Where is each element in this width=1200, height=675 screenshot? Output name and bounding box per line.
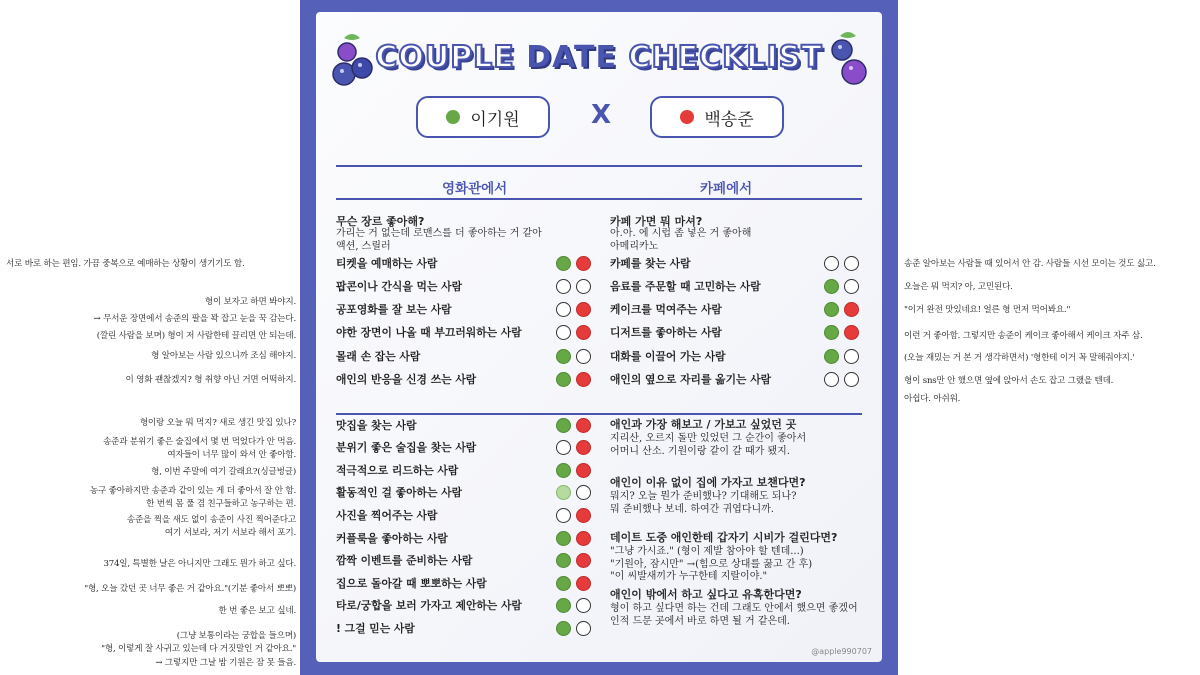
qa-answer-line: "그냥 가시죠." (형이 제발 참아야 할 텐데...) [610,546,804,557]
left-note: 한 번 좋은 보고 싶네. [218,606,296,616]
check-circle-a [556,485,571,500]
check-circle-b [576,576,591,591]
row-label: 음료를 주문할 때 고민하는 사람 [610,279,761,293]
divider [336,198,862,200]
row-label: 티켓을 예매하는 사람 [336,256,438,270]
checklist-row [610,346,726,366]
right-note: (오늘 재밌는 거 본 거 생각하면서) '형한테 이거 꼭 말해줘야지.' [904,353,1135,363]
qa-question: 애인이 밖에서 하고 싶다고 유혹한다면? [610,588,802,601]
check-circle-b [576,553,591,568]
checklist-row [610,253,691,273]
check-circle-a [556,508,571,523]
check-circle-b [844,256,859,271]
row-label: 깜짝 이벤트를 준비하는 사람 [336,554,473,568]
checklist-row [336,618,415,638]
row-label: 공포영화를 잘 보는 사람 [336,303,452,317]
checklist-row [336,505,437,525]
left-note: 여자들이 너무 많이 와서 안 좋아함. [167,450,296,460]
row-label: 타로/궁합을 보러 가자고 제안하는 사람 [336,599,522,613]
check-circle-b [576,256,591,271]
row-label: 사진을 찍어주는 사람 [336,508,438,522]
left-note: 여기 서보라, 저기 서보라 해서 포기. [164,528,296,538]
name-a: 이기원 [470,109,520,130]
check-circle-b [576,508,591,523]
check-circle-a [556,349,571,364]
title-word: COUPLE [375,40,515,75]
left-note: 서로 바로 하는 편임. 가끔 중복으로 예매하는 상황이 생기기도 함. [6,259,245,269]
left-note: 이 영화 괜찮겠지? 형 취향 아닌 거면 어떡하지. [125,375,296,385]
check-circle-a [556,621,571,636]
left-note: 형, 이번 주말에 여기 갈래요?(싱글벙글) [151,467,296,477]
left-note: 형이랑 오늘 뭐 먹지? 새로 생긴 맛집 있나? [139,418,296,428]
section-heading-cafe: 카페에서 [700,181,753,197]
checklist-row [336,346,420,366]
row-label: 팝콘이나 간식을 먹는 사람 [336,279,463,293]
name-box-a [416,96,550,138]
row-label: 집으로 돌아갈 때 뽀뽀하는 사람 [336,576,487,590]
checklist-row [336,415,417,435]
title-word: DATE [526,40,617,75]
answer-text: 액션, 스릴러 [336,241,391,252]
check-circle-b [576,349,591,364]
checklist-row [610,276,761,296]
check-circle-a [556,372,571,387]
check-circle-b [576,279,591,294]
qa-answer-line: "기원아, 잠시만" →(힘으로 상대를 꿇고 간 후) [610,558,813,570]
check-circle-a [556,302,571,317]
row-label: 몰래 손 잡는 사람 [336,349,421,363]
check-circle-a [556,440,571,455]
qa-answer-line: "이 씨발새끼가 누구한테 지랄이야." [610,571,768,582]
check-circle-a [556,553,571,568]
check-circle-b [576,463,591,478]
check-circle-a [824,302,839,317]
check-circle-b [576,598,591,613]
checklist-row [336,460,458,480]
check-circle-b [576,440,591,455]
checklist-card [316,12,882,662]
checklist-row [336,573,487,593]
row-label: 애인의 옆으로 자리를 옮기는 사람 [610,373,772,386]
versus-mark: X [590,100,612,130]
question-title: 무슨 장르 좋아해? [336,215,425,228]
title-word: CHECKLIST [628,40,823,75]
checklist-row [336,596,522,616]
answer-text: 아.아. 에 시럽 좀 넣은 거 좋아해 [610,228,752,239]
credit-text: @apple990707 [811,647,872,656]
qa-question: 데이트 도중 애인한테 갑자기 시비가 걸린다면? [610,531,838,544]
row-label: 디저트를 좋아하는 사람 [610,326,722,340]
checklist-row [336,483,462,503]
row-label: 애인의 반응을 신경 쓰는 사람 [336,373,477,386]
checklist-row [336,528,448,548]
check-circle-a [556,256,571,271]
checklist-row [610,370,771,390]
row-label: 분위기 좋은 술집을 찾는 사람 [336,441,477,455]
left-note: → 그렇지만 그날 밤 기원은 잠 못 들음. [155,658,296,668]
checklist-row [336,551,472,571]
check-circle-a [556,463,571,478]
check-circle-a [824,256,839,271]
right-note: 아쉽다. 아쉬워. [904,394,961,404]
right-note: "이거 완전 맛있네요! 얼른 형 먼저 먹어봐요." [904,305,1071,315]
checklist-row [336,323,522,343]
check-circle-b [844,302,859,317]
checklist-row [336,438,476,458]
checklist-row [336,370,476,390]
row-label: 카페를 찾는 사람 [610,256,691,270]
right-note: 오늘은 뭐 먹지? 아, 고민된다. [904,282,1013,292]
check-circle-a [824,325,839,340]
green-dot-icon [446,110,460,124]
left-note: 송준과 분위기 좋은 술집에서 몇 번 먹었다가 안 먹음. [103,437,296,447]
left-note: 한 번씩 몸 풀 겸 친구들하고 농구하는 편. [146,499,296,509]
divider [336,165,862,167]
qa-question: 애인과 가장 해보고 / 가보고 싶었던 곳 [610,418,797,431]
checklist-row [610,323,722,343]
row-label: 야한 장면이 나올 때 부끄러워하는 사람 [336,326,522,340]
qa-question: 애인이 이유 없이 집에 가자고 보챈다면? [610,476,806,489]
check-circle-a [824,279,839,294]
check-circle-a [556,576,571,591]
check-circle-b [844,349,859,364]
check-circle-b [576,325,591,340]
row-label: 활동적인 걸 좋아하는 사람 [336,486,463,500]
check-circle-b [576,418,591,433]
answer-text: 아메리카노 [610,241,659,252]
left-note: → 무서운 장면에서 송준의 팔을 꽉 잡고 눈을 꾹 감는다. [93,314,296,324]
left-note: (깔린 사람을 보며) 형이 저 사람한테 끌리면 안 되는데. [96,331,296,341]
qa-answer-line: 어머니 산소. 기원이랑 같이 갈 때가 됐지. [610,445,790,457]
page-title [316,40,882,75]
check-circle-a [556,279,571,294]
check-circle-a [556,531,571,546]
left-note: 농구 좋아하지만 송준과 같이 있는 게 더 좋아서 잘 안 함. [89,486,296,496]
qa-answer-line: 형이 하고 싶다면 하는 건데 그래도 안에서 했으면 좋겠어 [610,603,858,614]
right-note: 송준 알아보는 사람들 때 있어서 안 감. 사람들 시선 모이는 것도 싫고. [904,259,1156,269]
qa-answer-line: 지리산, 오르지 돌만 있었던 그 순간이 좋아서 [610,433,807,444]
check-circle-b [844,279,859,294]
check-circle-b [844,325,859,340]
section-heading-cinema: 영화관에서 [442,181,508,197]
left-note: (그냥 보통이라는 궁합을 들으며) [176,631,296,641]
check-circle-b [576,531,591,546]
row-label: 맛집을 찾는 사람 [336,418,417,432]
checklist-row [336,300,452,320]
check-circle-a [556,418,571,433]
divider [336,413,862,415]
left-note: "형, 오늘 갔던 곳 너무 좋은 거 같아요."(기분 좋아서 뽀뽀) [84,584,296,594]
checklist-row [610,300,722,320]
row-label: 케이크를 먹여주는 사람 [610,303,722,317]
checklist-row [336,276,462,296]
qa-answer-line: 뭐지? 오늘 뭔가 준비했나? 기대해도 되나? [610,491,797,502]
check-circle-b [844,372,859,387]
left-note: 형 알아보는 사람 있으니까 조심 해야지. [151,351,296,361]
check-circle-a [824,372,839,387]
name-b: 백송준 [704,109,754,130]
red-dot-icon [680,110,694,124]
check-circle-b [576,302,591,317]
row-label: 커플룩을 좋아하는 사람 [336,531,448,545]
right-note: 형이 sns만 안 했으면 옆에 앉아서 손도 잡고 그랬을 텐데. [904,376,1114,386]
check-circle-b [576,621,591,636]
left-note: 374일, 특별한 날은 아니지만 그래도 뭔가 하고 싶다. [103,559,296,569]
answer-text: 가리는 거 없는데 로맨스를 더 좋아하는 거 같아 [336,228,542,239]
check-circle-a [556,325,571,340]
question-title: 카페 가면 뭐 마셔? [610,215,703,228]
right-note: 이런 거 좋아함. 그렇지만 송준이 케이크 좋아해서 케이크 자주 삼. [904,331,1143,341]
check-circle-b [576,372,591,387]
qa-answer-line: 뭐 준비했나 보네. 하여간 귀엽다니까. [610,503,774,515]
checklist-row [336,253,437,273]
row-label: ! 그걸 믿는 사람 [336,621,415,635]
row-label: 대화를 이끌어 가는 사람 [610,349,726,363]
left-note: "형, 이렇게 잘 사귀고 있는데 다 거짓말인 거 같아요." [101,644,296,654]
check-circle-a [824,349,839,364]
check-circle-b [576,485,591,500]
left-note: 형이 보자고 하면 봐야지. [204,297,296,307]
check-circle-a [556,598,571,613]
qa-answer-line: 인적 드문 곳에서 바로 하면 될 거 같은데. [610,615,790,627]
left-note: 송준을 찍을 새도 없이 송준이 사진 찍어준다고 [126,515,296,525]
row-label: 적극적으로 리드하는 사람 [336,463,459,477]
name-box-b [650,96,784,138]
